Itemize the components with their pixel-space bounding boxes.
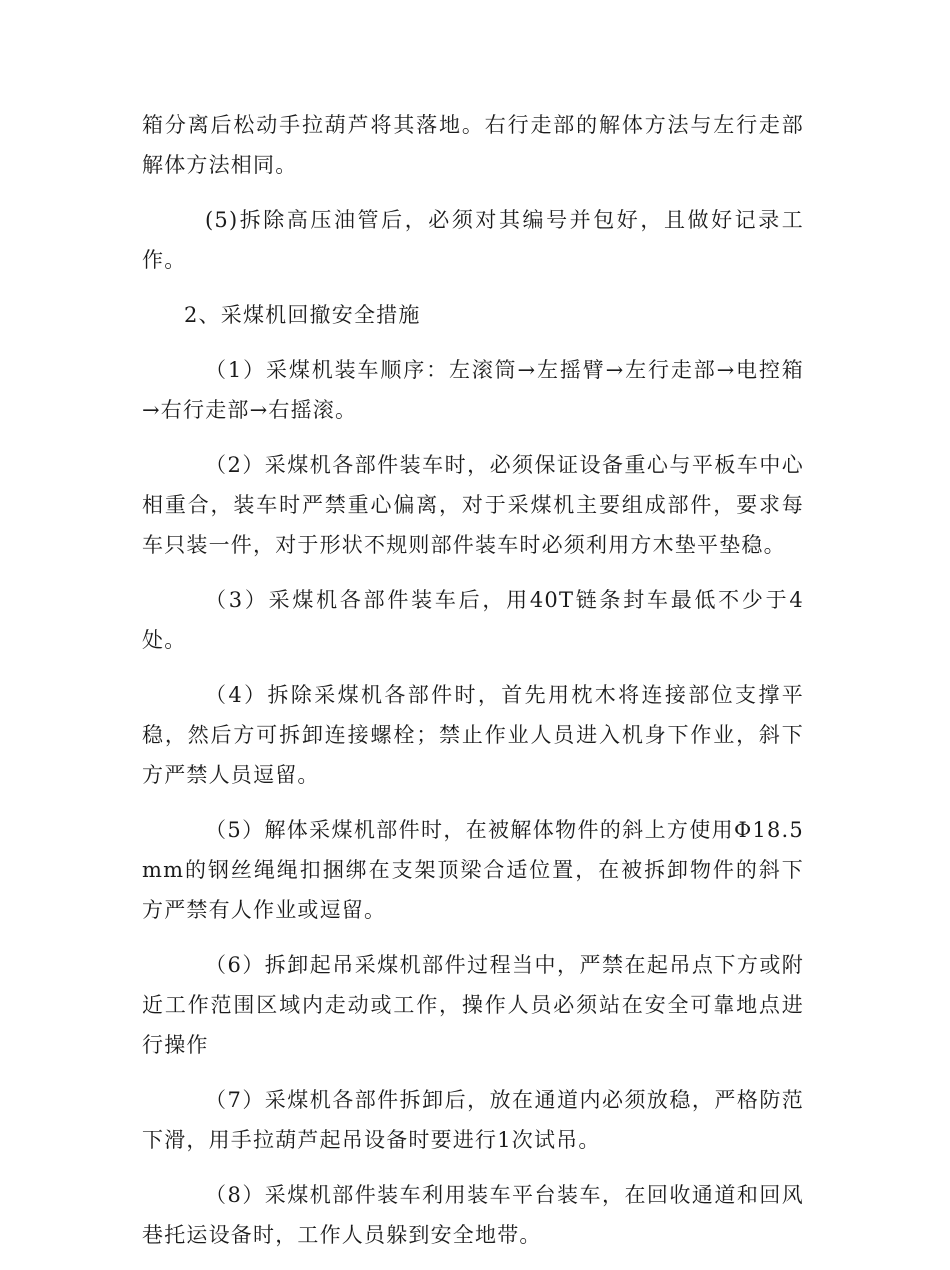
paragraph-continuation: 箱分离后松动手拉葫芦将其落地。右行走部的解体方法与左行走部解体方法相同。: [142, 113, 804, 177]
paragraph-item-4: （4）拆除采煤机各部件时，首先用枕木将连接部位支撑平稳，然后方可拆卸连接螺栓；禁止作业人员进入机身下作业，斜下方严禁人员逗留。: [142, 683, 804, 787]
paragraph-item-8: （8）采煤机部件装车利用装车平台装车，在回收通道和回风巷托运设备时，工作人员躲到安全地带。: [142, 1183, 804, 1247]
section-heading-shearer-safety: 2、采煤机回撤安全措施: [184, 303, 421, 327]
paragraph-item-7: （7）采煤机各部件拆卸后，放在通道内必须放稳，严格防范下滑，用手拉葫芦起吊设备时要进行1次试吊。: [142, 1088, 804, 1152]
paragraph-item-6: （6）拆卸起吊采煤机部件过程当中，严禁在起吊点下方或附近工作范围区域内走动或工作，操作人员必须站在安全可靠地点进行操作: [142, 953, 804, 1057]
paragraph-item-1: （1）采煤机装车顺序：左滚筒→左摇臂→左行走部→电控箱→右行走部→右摇滚。: [142, 358, 804, 422]
paragraph-item-2: （2）采煤机各部件装车时，必须保证设备重心与平板车中心相重合，装车时严禁重心偏离，对于采煤机主要组成部件，要求每车只装一件，对于形状不规则部件装车时必须利用方木垫平垫稳。: [142, 453, 804, 557]
paragraph-item-5: （5）解体采煤机部件时，在被解体物件的斜上方使用Φ18.5mm的钢丝绳绳扣捆绑在支架顶梁合适位置，在被拆卸物件的斜下方严禁有人作业或逗留。: [142, 818, 804, 922]
document-body: [142, 105, 804, 1270]
paragraph-item-3: （3）采煤机各部件装车后，用40T链条封车最低不少于4处。: [142, 588, 804, 652]
paragraph-item-5-oil-pipes: (5)拆除高压油管后，必须对其编号并包好，且做好记录工作。: [142, 208, 804, 272]
